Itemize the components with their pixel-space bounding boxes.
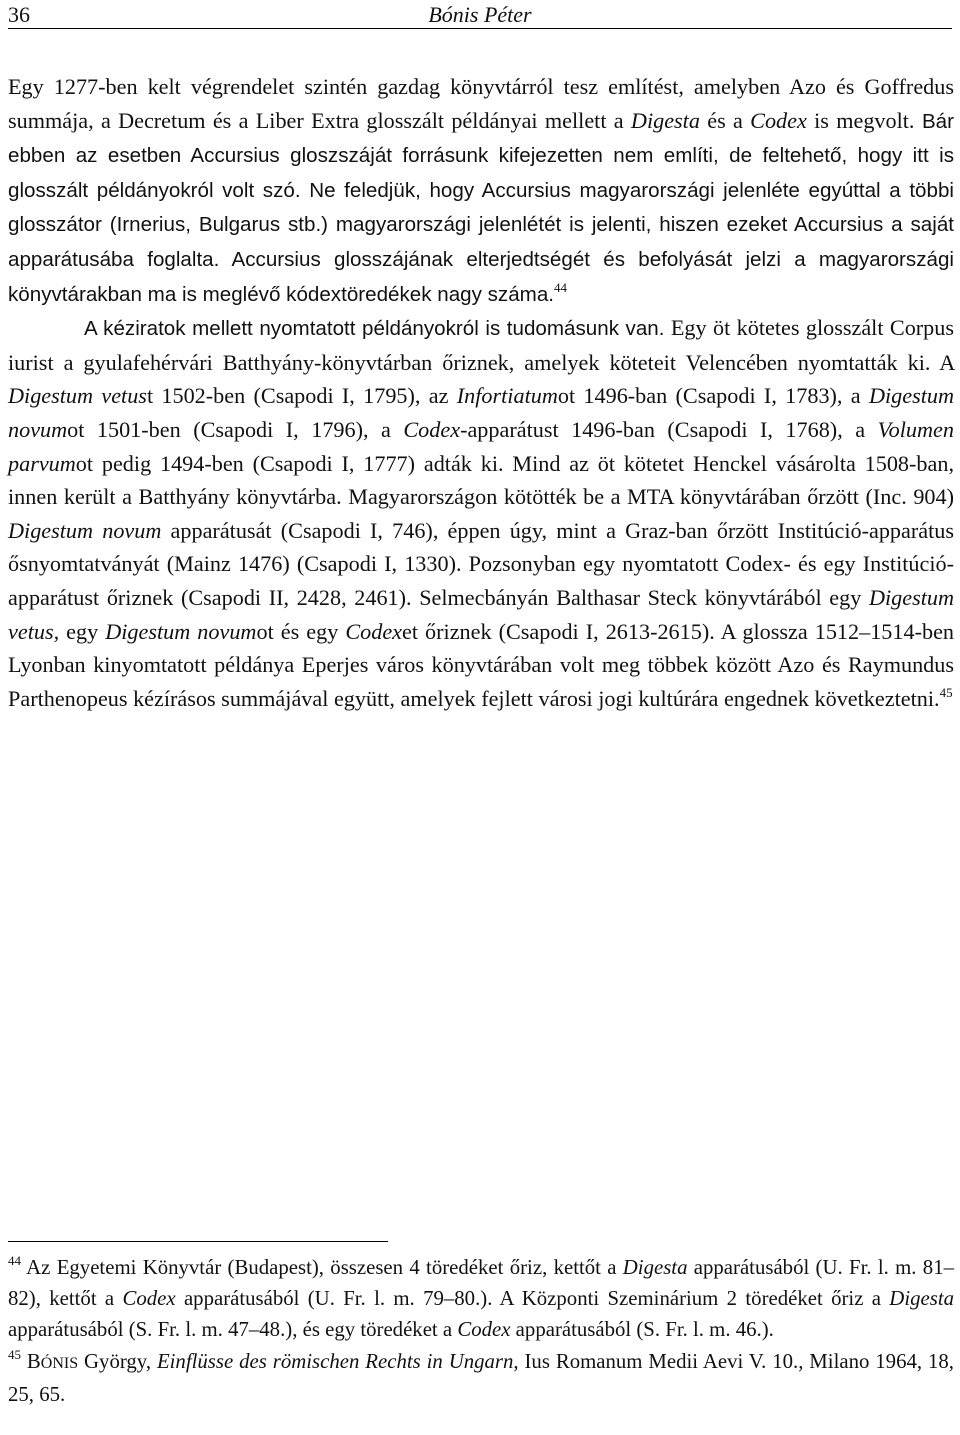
footnote-ref-44[interactable]: 44 — [554, 279, 568, 295]
footnote-ref-45[interactable]: 45 — [939, 684, 953, 700]
paragraph-2: A kéziratok mellett nyomtatott példányokról is tudomásunk van. Egy öt kötetes glosszált Corpus iurist a gyulafehérvári Batthyány-könyvtárban őriznek, amelyek köteteit Velencében nyomtatták ki. A Digestum vetust 1502-ben (Csapodi I, 1795), az Infortiatumot 1496-ban (Csapodi I, 1783), a Digestum novumot 1501-ben (Csapodi I, 1796), a Codex-apparátust 1496-ban (Csapodi I, 1768), a Volumen parvumot pedig 1494-ben (Csapodi I, 1777) adták ki. Mind az öt kötetet Henckel vásárolta 1508-ban, innen került a Batthyány könyvtárba. Magyarországon kötötték be a MTA könyvtárában őrzött (Inc. 904) Digestum novum apparátusát (Csapodi I, 746), éppen úgy, mint a Graz-ban őrzött Institúció-apparátus ősnyomtatványát (Mainz 1476) (Csapodi I, 1330). Pozsonyban egy nyomtatott Codex- és egy Institúció-apparátust őriznek (Csapodi II, 2428, 2461). Selmecbányán Balthasar Steck könyvtárából egy Digestum vetus, egy Digestum novumot és egy Codexet őriznek (Csapodi I, 2613-2615). A glossza 1512–1514-ben Lyonban kinyomtatott példánya Eperjes város könyvtárában volt meg többek között Azo és Raymundus Parthenopeus kézírásos summájával együtt, amelyek fejlett városi jogi kultúrára engednek következtetni.$^{45}$ — [8, 315, 955, 711]
footnote-divider — [8, 1241, 388, 1242]
footnotes — [8, 1252, 954, 1410]
running-head: Bónis Péter — [428, 2, 532, 27]
page-header — [8, 0, 952, 29]
paragraph-1: Egy 1277-ben kelt végrendelet szintén gazdag könyvtárról tesz említést, amelyben Azo és Goffredus summája, a Decretum és a Liber Extra glosszált példányai mellett a Digesta és a Codex is megvolt. Bár ebben az esetben Accursius gloszszáját forrásunk kifejezetten nem említi, de feltehető, hogy itt is glosszált példányokról volt szó. Ne feledjük, hogy Accursius magyarországi jelenléte egyúttal a többi glosszátor (Irnerius, Bulgarus stb.) magyarországi jelenlétét is jelenti, hiszen ezeket Accursius a saját apparátusába foglalta. Accursius glosszájának elterjedtségét és befolyását jelzi a magyarországi könyvtárakban ma is meglévő kódextöredékek nagy száma.$^{44}$ — [8, 74, 954, 306]
main-text — [8, 70, 954, 715]
footnote-45: $^{45}$ BÓNIS György, Einflüsse des römischen Rechts in Ungarn, Ius Romanum Medii Aevi V. 10., Milano 1964, 18, 25, 65. — [8, 1346, 954, 1406]
page-number: 36 — [8, 2, 30, 27]
footnote-44: $^{44}$ Az Egyetemi Könyvtár (Budapest), összesen 4 töredéket őriz, kettőt a Digesta apparátusából (U. Fr. l. m. 81–82), kettőt a Codex apparátusából (U. Fr. l. m. 79–80.). A Központi Szeminárium 2 töredéket őriz a Digesta apparátusából (S. Fr. l. m. 47–48.), és egy töredéket a Codex apparátusából (S. Fr. l. m. 46.). — [8, 1253, 954, 1342]
footnote-number: 45 — [8, 1346, 21, 1362]
footnote-number: 44 — [8, 1253, 21, 1268]
